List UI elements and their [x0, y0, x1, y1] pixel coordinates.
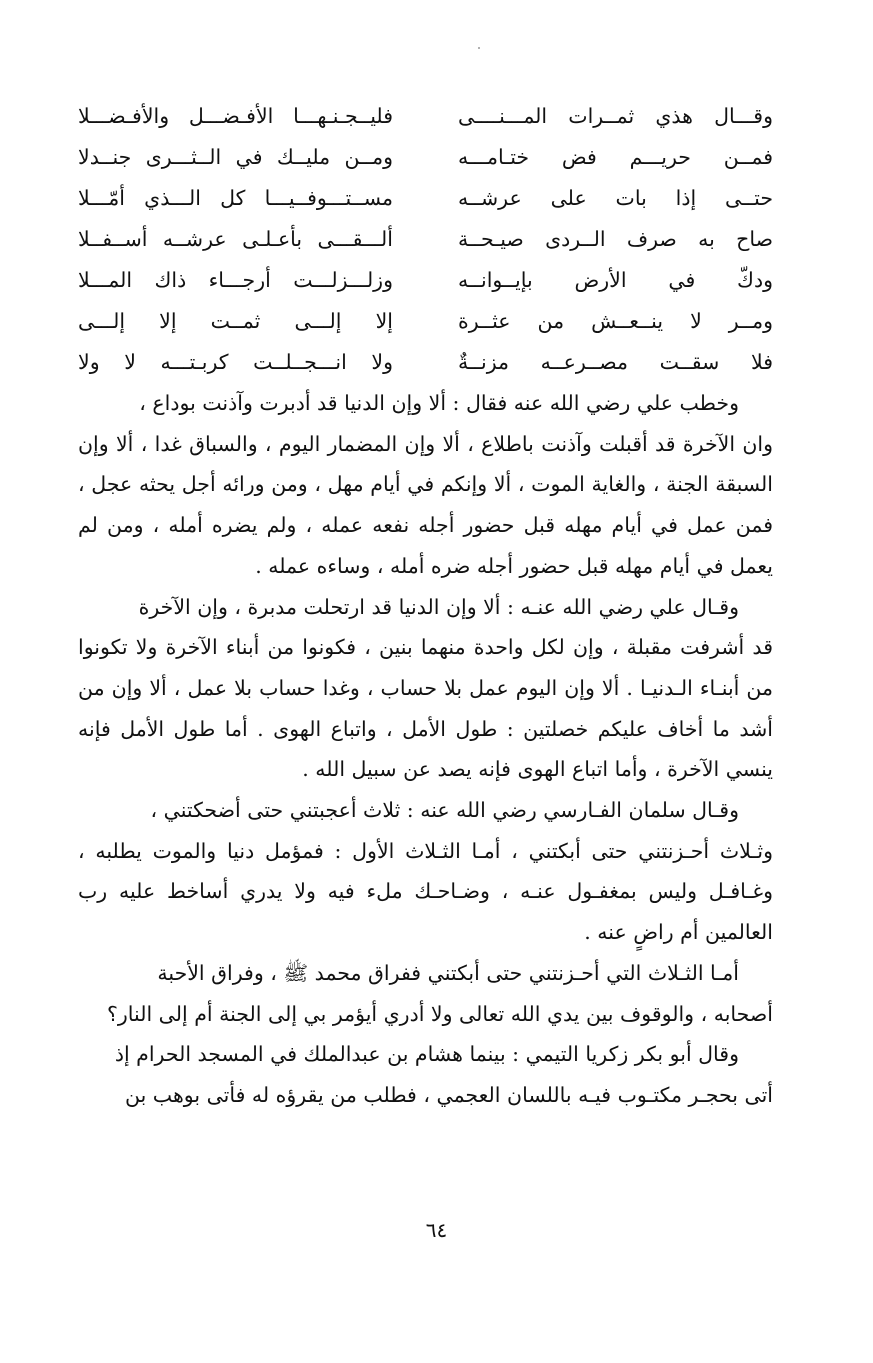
paragraph	[78, 383, 773, 587]
paragraph	[78, 953, 773, 1034]
poem	[78, 96, 773, 383]
poem-verse	[78, 178, 773, 219]
page-number: ٦٤	[425, 1218, 448, 1242]
paragraph-first-line: وقـال علي رضي الله عنـه : ألا وإن الدنيا قد ارتحلت مدبرة ، وإن الآخرة	[138, 594, 739, 619]
paragraph	[78, 1034, 773, 1115]
hemistich-right: ودكّ في الأرض بإيــوانــه	[458, 268, 773, 292]
hemistich-right: وقـــال هذي ثمــرات المـــنــــى	[458, 104, 773, 128]
paragraph	[78, 790, 773, 953]
poem-verse	[78, 137, 773, 178]
poem-verse	[78, 96, 773, 137]
hemistich-right: حتــى إذا بات على عرشــه	[458, 186, 773, 210]
hemistich-right: فلا سقــت مصــرعــه مزنــةٌ	[458, 350, 773, 374]
paragraph-text: أصحابه ، والوقوف بين يدي الله تعالى ولا أدري أيؤمر بي إلى الجنة أم إلى النار؟	[107, 1001, 773, 1026]
hemistich-left: ولا انـــجــلــت كربـتـــه لا ولا	[78, 350, 393, 374]
scan-speck	[478, 47, 480, 49]
paragraph-first-line: وقـال سلمان الفـارسي رضي الله عنه : ثلاث أعجبتني حتى أضحكتني ،	[150, 798, 739, 823]
poem-verse	[78, 260, 773, 301]
prose	[78, 383, 773, 1116]
hemistich-left: مســتـــوفــيـــا كل الـــذي أمّـــلا	[78, 186, 393, 210]
paragraph-text: قد أشرفت مقبلة ، وإن لكل واحدة منهما بنين ، فكونوا من أبناء الآخرة ولا تكونوا من أبنـاء الـدنيـا . ألا وإن اليوم عمل بلا حساب ، وغدا حساب بلا عمل ، ألا وإن من أشد ما أخاف عليكم خصلتين : طول الأمل ، واتباع الهوى . أما طول الأمل فإنه ينسي الآخرة ، وأما اتباع الهوى فإنه يصد عن سبيل الله .	[78, 635, 773, 782]
paragraph-text: أتى بحجـر مكتـوب فيـه باللسان العجمي ، فطلب من يقرؤه له فأتى بوهب بن	[124, 1082, 773, 1107]
paragraph-first-line: وخطب علي رضي الله عنه فقال : ألا وإن الدنيا قد أدبرت وآذنت بوداع ،	[139, 391, 739, 415]
hemistich-right: فمــن حريـــم فض ختـامـــه	[458, 145, 773, 169]
paragraph-text: وان الآخرة قد أقبلت وآذنت باطلاع ، ألا وإن المضمار اليوم ، والسباق غدا ، ألا وإن السبقة الجنة ، والغاية الموت ، ألا وإنكم في أيام مهل ، ومن ورائه أجل يحثه عجل ، فمن عمل في أيام مهله قبل حضور أجله نفعه عمله ، ولم يضره أمله ، ومن لم يعمل في أيام مهله قبل حضور أجله ضره أمله ، وساءه عمله .	[78, 431, 773, 578]
paragraph	[78, 587, 773, 791]
hemistich-left: وزلـــزلـــت أرجـــاء ذاك المـــلا	[78, 268, 393, 292]
paragraph-first-line: أمـا الثـلاث التي أحـزنتني حتى أبكتني ففراق محمد ﷺ ، وفراق الأحبة	[157, 960, 739, 985]
hemistich-right: صاح به صرف الــردى صيـحــة	[458, 227, 773, 251]
poem-verse	[78, 219, 773, 260]
hemistich-left: ألـــقـــى بأعـلـى عرشــه أســفــلا	[78, 227, 393, 251]
hemistich-left: إلا إلـــى ثمــت إلا إلـــى	[78, 309, 393, 333]
poem-verse	[78, 301, 773, 342]
hemistich-right: ومــر لا ينــعــش من عثــرة	[458, 309, 773, 333]
paragraph-first-line: وقال أبو بكر زكريا التيمي : بينما هشام بن عبدالملك في المسجد الحرام إذ	[114, 1042, 739, 1067]
paragraph-text: وثـلاث أحـزنتني حتى أبكتني ، أمـا الثـلاث الأول : فمؤمل دنيا والموت يطلبه ، وغـافـل وليس بمغفـول عنـه ، وضـاحـك ملء فيه ولا يدري أساخط عليه رب العالمين أم راضٍ عنه .	[78, 838, 773, 945]
poem-verse	[78, 342, 773, 383]
hemistich-left: ومــن مليــك في الــثـــرى جنــدلا	[78, 145, 393, 169]
hemistich-left: فليــجـنـهـــا الأفـضـــل والأفـضـــلا	[78, 104, 393, 128]
page-body	[78, 96, 773, 1116]
